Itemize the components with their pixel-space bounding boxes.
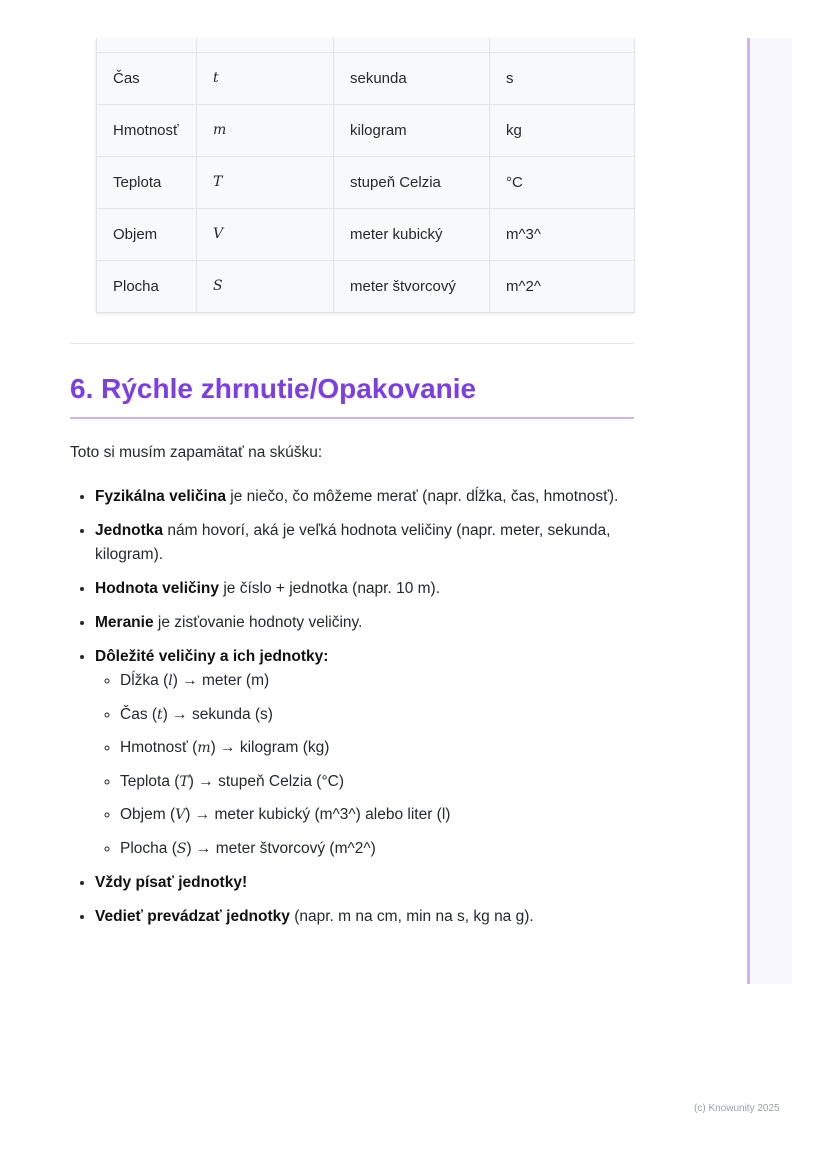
section-intro: Toto si musím zapamätať na skúšku: [70, 444, 323, 461]
term: Jednotka [95, 522, 164, 539]
sublist-item [120, 669, 655, 693]
sub-text: ) → meter kubický (m^3^) alebo liter (l) [185, 806, 451, 823]
table-row [97, 156, 635, 208]
summary-list [70, 485, 655, 939]
list-item [95, 485, 655, 509]
quantity-cell: Objem [97, 208, 197, 260]
definition: je číslo + jednotka (napr. 10 m). [219, 580, 441, 597]
symbol: m [197, 740, 211, 756]
unit-symbol-cell: s [490, 52, 635, 104]
sidebar-accent-bar [747, 38, 792, 984]
sublist-item [120, 837, 655, 861]
definition: nám hovorí, aká je veľká hodnota veličiny (napr. meter, sekunda, kilogram). [95, 522, 611, 563]
quantity-cell: Plocha [97, 260, 197, 312]
sub-text: Dĺžka ( [120, 672, 169, 689]
section-heading: 6. Rýchle zhrnutie/Opakovanie [70, 373, 634, 419]
symbol-cell: T [197, 156, 334, 208]
list-item [95, 871, 655, 895]
unit-cell: meter kubický [334, 208, 490, 260]
term: Vedieť prevádzať jednotky [95, 907, 290, 925]
term: Meranie [95, 614, 154, 631]
sublist-item [120, 736, 655, 760]
sublist-item [120, 803, 655, 827]
list-item [95, 611, 655, 635]
symbol: S [176, 840, 187, 857]
list-item [95, 519, 655, 567]
sub-text: Čas ( [120, 705, 158, 723]
sub-text: Objem ( [120, 806, 176, 823]
symbol: T [179, 773, 189, 790]
sub-text: ) → meter (m) [172, 672, 270, 689]
symbol: l [168, 673, 173, 689]
symbol-cell: m [197, 104, 334, 156]
term: Vždy písať jednotky! [95, 873, 248, 891]
unit-cell: sekunda [334, 52, 490, 104]
sublist-item [120, 703, 655, 727]
quantity-cell: Teplota [97, 156, 197, 208]
term: Dôležité veličiny a ich jednotky: [95, 648, 329, 665]
definition: je niečo, čo môžeme merať (napr. dĺžka, čas, hmotnosť). [225, 488, 619, 505]
term: Hodnota veličiny [95, 580, 220, 597]
term: Fyzikálna veličina [95, 488, 226, 505]
sub-text: ) → kilogram (kg) [210, 739, 330, 756]
sub-text: ) → meter štvorcový (m^2^) [186, 839, 376, 857]
section-divider [70, 343, 634, 344]
copyright-footer: (c) Knowunity 2025 [694, 1103, 780, 1114]
definition: (napr. m na cm, min na s, kg na g). [289, 907, 534, 925]
unit-symbol-cell: °C [490, 156, 635, 208]
unit-symbol-cell: m^2^ [490, 260, 635, 312]
table-row-partial [97, 38, 635, 52]
definition: je zisťovanie hodnoty veličiny. [153, 614, 363, 631]
symbol-cell: S [197, 260, 334, 312]
sub-text: Teplota ( [120, 772, 180, 790]
unit-cell: stupeň Celzia [334, 156, 490, 208]
table-row [97, 208, 635, 260]
sub-text: ) → stupeň Celzia (°C) [188, 772, 345, 790]
sub-text: Plocha ( [120, 839, 177, 857]
table-row [97, 52, 635, 104]
unit-cell: kilogram [334, 104, 490, 156]
list-item [95, 905, 655, 929]
table-row [97, 104, 635, 156]
unit-cell: meter štvorcový [334, 260, 490, 312]
symbol: V [175, 807, 186, 823]
sublist-item [120, 770, 655, 794]
sub-text: ) → sekunda (s) [162, 705, 273, 723]
unit-symbol-cell: kg [490, 104, 635, 156]
symbol: t [157, 706, 163, 723]
list-item [95, 577, 655, 601]
symbol-cell: V [197, 208, 334, 260]
unit-symbol-cell: m^3^ [490, 208, 635, 260]
sub-text: Hmotnosť ( [120, 739, 198, 756]
list-item [95, 645, 655, 861]
quantity-cell: Čas [97, 52, 197, 104]
units-sublist [95, 669, 655, 861]
quantity-cell: Hmotnosť [97, 104, 197, 156]
symbol-cell: t [197, 52, 334, 104]
table-row [97, 260, 635, 312]
units-table [96, 38, 634, 313]
